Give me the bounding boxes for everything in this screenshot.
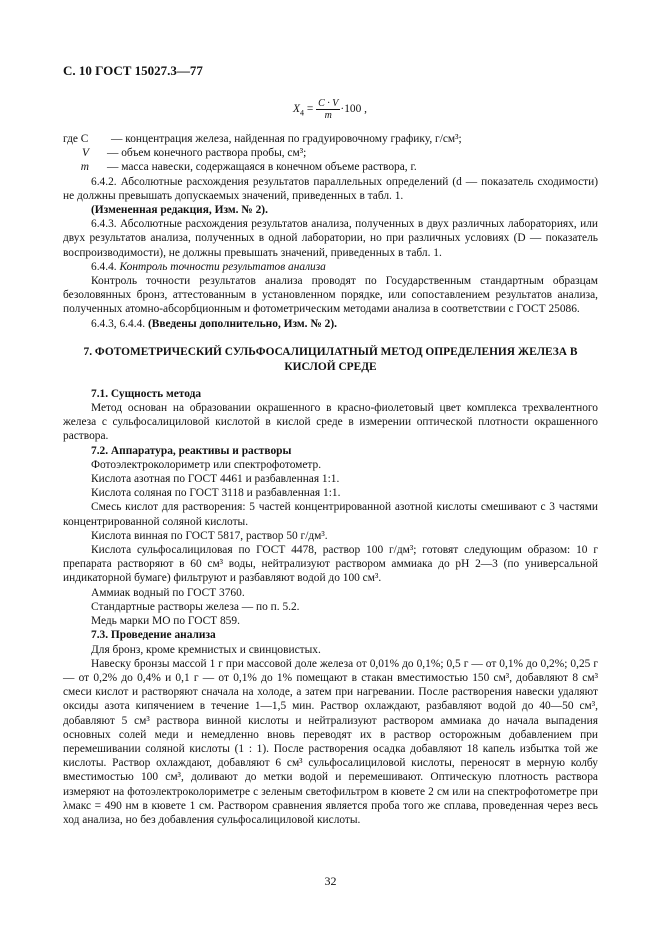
paragraph-6-4-3: 6.4.3. Абсолютные расхождения результатов анализа, полученных в двух различных лабораториях, или двух результатов анализа, полученных в одной лаборатории, но при различных условиях (D — показатель воспроизводимости), не должны превышать значений, приведенных в табл. 1. [63, 218, 598, 259]
definition-item [63, 160, 598, 174]
paragraph-6-4-2: 6.4.2. Абсолютные расхождения результатов параллельных определений (d — показатель сходимости) не должны превышать допускаемых значений, приведенных в табл. 1. [63, 175, 598, 202]
definition-text: — концентрация железа, найденная по градуировочному графику, г/см³; [111, 133, 462, 145]
formula-fraction [316, 98, 340, 121]
definition-symbol: m [80, 161, 89, 174]
list-item: Кислота винная по ГОСТ 5817, раствор 50 г/дм³. [91, 529, 328, 542]
paragraph-7-3-scope: Для бронз, кроме кремнистых и свинцовистых. [91, 643, 321, 656]
definition-symbol: V [82, 147, 89, 160]
paragraph-6-4-4: Контроль точности результатов анализа проводят по Государственным стандартным образцам безоловянных бронз, аттестованным в установленном порядке, или сопоставлением результатов анализа, полученных атомно-абсорбционным и фотометрическим методами анализа в соответствии с ГОСТ 25086. [63, 275, 598, 316]
definition-item [63, 132, 598, 146]
list-item: Медь марки МО по ГОСТ 859. [91, 615, 240, 628]
list-item: Смесь кислот для растворения: 5 частей концентрированной азотной кислоты смешивают с 3 частями концентрированной соляной кислоты. [63, 501, 598, 528]
definition-symbol: где C [63, 133, 89, 145]
formula [63, 98, 598, 130]
list-item: Кислота сульфосалициловая по ГОСТ 4478, раствор 100 г/дм³; готовят следующим образом: 10 г препарата растворяют в 60 см³ воды, нейтрализуют раствором аммиака до рН 2—3 (по универсальной индикаторной бумаге) фильтруют и разбавляют водой до 100 см³. [63, 544, 598, 585]
amendment-note: (Измененная редакция, Изм. № 2). [91, 204, 268, 217]
definition-item [63, 146, 598, 160]
page-number: 32 [324, 874, 337, 888]
list-item: Кислота азотная по ГОСТ 4461 и разбавленная 1:1. [91, 473, 340, 486]
heading-7-1: 7.1. Сущность метода [91, 387, 202, 400]
list-item: Фотоэлектроколориметр или спектрофотометр. [91, 458, 322, 471]
formula-sub: 4 [299, 108, 304, 118]
list-item: Кислота соляная по ГОСТ 3118 и разбавленная 1:1. [91, 487, 341, 500]
definition-text: — масса навески, содержащаяся в конечном объеме раствора, г. [107, 161, 417, 174]
clause-numbers: 6.4.3, 6.4.4. [91, 317, 146, 330]
section-title: 7. ФОТОМЕТРИЧЕСКИЙ СУЛЬФОСАЛИЦИЛАТНЫЙ МЕТОД ОПРЕДЕЛЕНИЯ ЖЕЛЕЗА В КИСЛОЙ СРЕДЕ [83, 345, 578, 373]
page-header: С. 10 ГОСТ 15027.3—77 [63, 63, 203, 78]
amendment-note: (Введены дополнительно, Изм. № 2). [147, 317, 337, 330]
paragraph-7-3-procedure: Навеску бронзы массой 1 г при массовой доле железа от 0,01% до 0,1%; 0,5 г — от 0,1% до 0,2%; 0,25 г — от 0,2% до 0,4% и 0,1 г — от 0,1% до 1% помещают в стакан вместимостью 150 см³, добавляют 8 см³ смеси кислот и растворяют сначала на холоде, а затем при нагревании. После растворения навески удаляют оксиды азота кипячением в течение 1—1,5 мин. Раствор охлаждают, разбавляют водой до 40—50 см³, добавляют 5 см³ раствора винной кислоты и нейтрализуют раствором аммиака до начала выпадения основных солей меди и немедленно вновь переводят их в раствор осторожным добавлением при перемешивании соляной кислоты (1 : 1). После растворения осадка добавляют 18 капель избытка той же кислоты. Раствор охлаждают, добавляют 6 см³ сульфосалициловой кислоты, переносят в мерную колбу вместимостью 100 см³, доливают до метки водой и перемешивают. Оптическую плотность раствора измеряют на фотоэлектроколориметре с зеленым светофильтром в кювете 2 см или на спектрофотометре при λмакс = 490 нм в кювете 1 см. Раствором сравнения является проба того же сплава, проведенная через весь ход анализа, но без добавления сульфосалициловой кислоты. [63, 657, 598, 826]
definition-text: — объем конечного раствора пробы, см³; [107, 147, 307, 160]
heading-7-3: 7.3. Проведение анализа [91, 629, 216, 642]
list-item: Аммиак водный по ГОСТ 3760. [91, 586, 245, 599]
formula-denominator: m [324, 110, 332, 121]
paragraph-6-4-4-title [63, 260, 598, 274]
list-item: Стандартные растворы железа — по п. 5.2. [91, 600, 300, 613]
amendment-line [63, 317, 598, 331]
formula-tail: ·100 , [340, 103, 367, 116]
formula-eq: = [306, 103, 314, 116]
formula-lhs: X [293, 103, 300, 116]
formula-numerator: C · V [318, 98, 339, 109]
clause-number: 6.4.4. [91, 260, 117, 273]
document-body [63, 98, 598, 827]
definitions [63, 132, 598, 175]
paragraph-7-1: Метод основан на образовании окрашенного в красно-фиолетовый цвет комплекса трехвалентного железа с сульфосалициловой кислотой в кислой среде в измерении оптической плотности окрашенного раствора. [63, 402, 598, 443]
heading-7-2: 7.2. Аппаратура, реактивы и растворы [91, 444, 292, 457]
clause-title: Контроль точности результатов анализа [119, 260, 326, 273]
